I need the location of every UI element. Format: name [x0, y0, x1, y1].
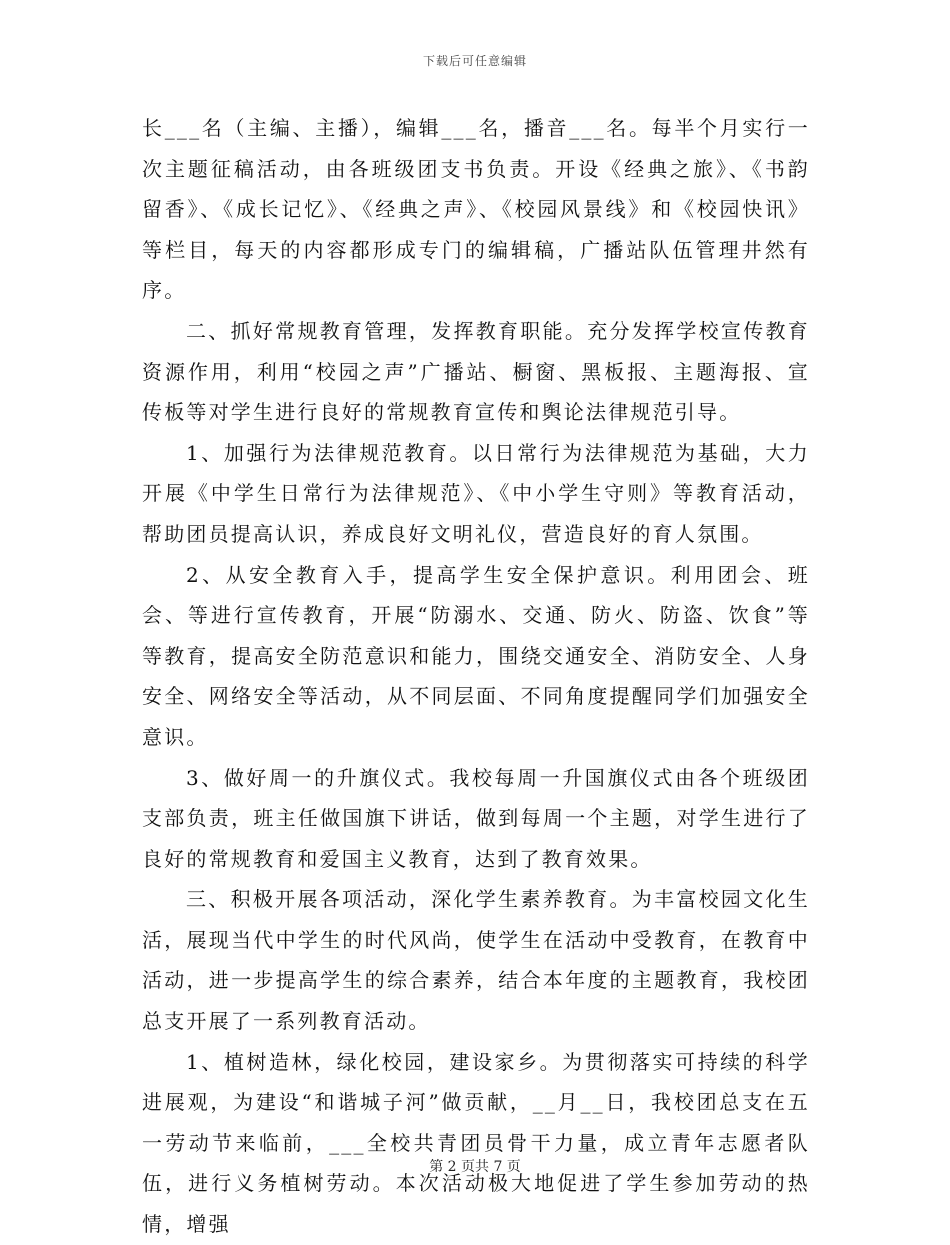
paragraph-section-three: 三、积极开展各项活动，深化学生素养教育。为丰富校园文化生活，展现当代中学生的时代风尚，使学生在活动中受教育，在教育中活动，进一步提高学生的综合素养，结合本年度的主题教育，我校团总支开展了一系列教育活动。 — [142, 887, 810, 1034]
paragraph-section-two: 二、抓好常规教育管理，发挥教育职能。充分发挥学校宣传教育资源作用，利用“校园之声”广播站、橱窗、黑板报、主题海报、宣传板等对学生进行良好的常规教育宣传和舆论法律规范引导。 — [142, 318, 810, 425]
paragraph-item-safety: 2、从安全教育入手，提高学生安全保护意识。利用团会、班会、等进行宣传教育，开展“防溺水、交通、防火、防盗、饮食”等等教育，提高安全防范意识和能力，围绕交通安全、消防安全、人身安全、网络安全等活动，从不同层面、不同角度提醒同学们加强安全意识。 — [142, 562, 810, 749]
paragraph-item-behavior: 1、加强行为法律规范教育。以日常行为法律规范为基础，大力开展《中学生日常行为法律规范》、《中小学生守则》等教育活动，帮助团员提高认识，养成良好文明礼仪，营造良好的育人氛围。 — [142, 440, 810, 546]
document-body — [142, 108, 810, 1245]
page-number: 第 2 页共 7 页 — [429, 1159, 521, 1175]
paragraph-item-tree-planting: 1、植树造林，绿化校园，建设家乡。为贯彻落实可持续的科学进展观，为建设“和谐城子河”做贡献，__月__日，我校团总支在五一劳动节来临前，___全校共青团员骨干力量，成立青年志愿者队伍，进行义务植树劳动。本次活动极大地促进了学生参加劳动的热情，增强 — [142, 1049, 810, 1237]
page-header-note: 下载后可任意编辑 — [422, 54, 527, 68]
paragraph-continuation: 长___名（主编、主播），编辑___名，播音___名。每半个月实行一次主题征稿活动，由各班级团支书负责。开设《经典之旅》、《书韵留香》、《成长记忆》、《经典之声》、《校园风景线》和《校园快讯》等栏目，每天的内容都形成专门的编辑稿，广播站队伍管理井然有序。 — [142, 116, 810, 303]
paragraph-item-flag: 3、做好周一的升旗仪式。我校每周一升国旗仪式由各个班级团支部负责，班主任做国旗下讲话，做到每周一个主题，对学生进行了良好的常规教育和爱国主义教育，达到了教育效果。 — [142, 765, 810, 871]
